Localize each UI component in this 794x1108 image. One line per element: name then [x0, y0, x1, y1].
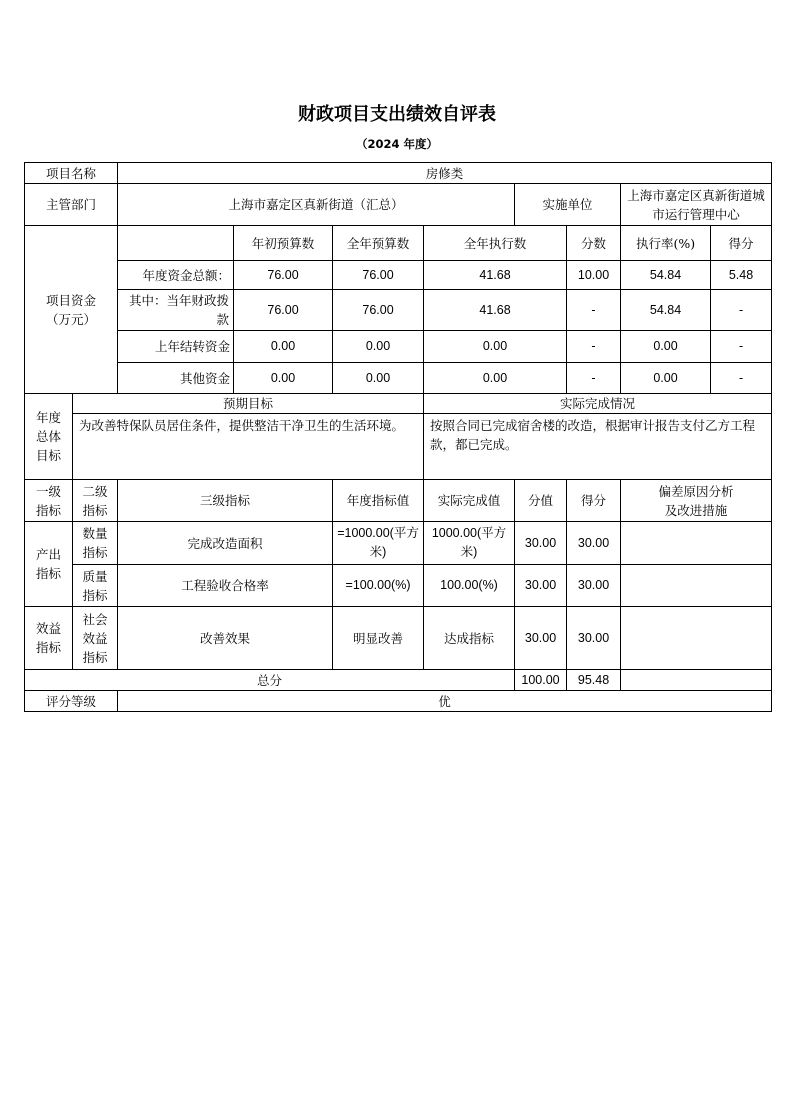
indicator-level3: 工程验收合格率	[118, 565, 333, 607]
total-row	[25, 670, 772, 691]
funds-cell: 0.00	[234, 331, 333, 363]
funds-cell: -	[567, 363, 621, 394]
indicator-level1: 效益 指标	[25, 607, 73, 670]
indicator-analysis	[621, 565, 772, 607]
indicator-level2: 数量 指标	[73, 522, 118, 565]
goals-expected-text: 为改善特保队员居住条件，提供整洁干净卫生的生活环境。	[73, 414, 424, 480]
total-label: 总分	[25, 670, 515, 691]
funds-section-label: 项目资金 （万元）	[25, 226, 118, 394]
funds-cell: -	[711, 290, 772, 331]
total-score: 95.48	[567, 670, 621, 691]
funds-row-label: 年度资金总额：	[118, 261, 234, 290]
implementer-label: 实施单位	[515, 184, 621, 226]
indicators-header-actual: 实际完成值	[424, 480, 515, 522]
project-name-label: 项目名称	[25, 163, 118, 184]
indicators-header-level2: 二级 指标	[73, 480, 118, 522]
indicator-row	[25, 522, 772, 565]
funds-cell: 54.84	[621, 290, 711, 331]
funds-header-score: 得分	[711, 226, 772, 261]
indicator-analysis	[621, 522, 772, 565]
goals-actual-label: 实际完成情况	[424, 394, 772, 414]
funds-header-points: 分数	[567, 226, 621, 261]
indicator-score: 30.00	[567, 565, 621, 607]
funds-cell: 41.68	[424, 261, 567, 290]
evaluation-table	[24, 162, 772, 712]
indicators-header-analysis: 偏差原因分析 及改进措施	[621, 480, 772, 522]
indicator-level1: 产出 指标	[25, 522, 73, 607]
indicator-row	[25, 565, 772, 607]
funds-cell: -	[567, 331, 621, 363]
project-name-row	[25, 163, 772, 184]
funds-cell: 76.00	[333, 261, 424, 290]
funds-header-blank	[118, 226, 234, 261]
funds-cell: 76.00	[333, 290, 424, 331]
page-title: 财政项目支出绩效自评表	[298, 104, 496, 125]
funds-cell: 0.00	[621, 331, 711, 363]
funds-cell: -	[711, 363, 772, 394]
funds-header-executed: 全年执行数	[424, 226, 567, 261]
indicator-level2: 社会 效益 指标	[73, 607, 118, 670]
funds-cell: 5.48	[711, 261, 772, 290]
rating-label: 评分等级	[25, 691, 118, 712]
funds-header-initial: 年初预算数	[234, 226, 333, 261]
page-subtitle: （2024 年度）	[355, 137, 438, 151]
funds-cell: 10.00	[567, 261, 621, 290]
funds-header-annual: 全年预算数	[333, 226, 424, 261]
funds-row-label: 其他资金	[118, 363, 234, 394]
funds-cell: 54.84	[621, 261, 711, 290]
indicator-level2: 质量 指标	[73, 565, 118, 607]
implementer-value: 上海市嘉定区真新街道城市运行管理中心	[621, 184, 772, 226]
rating-value: 优	[118, 691, 772, 712]
indicators-header-level1: 一级 指标	[25, 480, 73, 522]
indicators-header-score: 得分	[567, 480, 621, 522]
indicator-target: =1000.00(平方米)	[333, 522, 424, 565]
funds-header-rate: 执行率(%)	[621, 226, 711, 261]
funds-cell: 0.00	[424, 363, 567, 394]
funds-row-total	[25, 261, 772, 290]
indicator-analysis	[621, 607, 772, 670]
indicators-header-level3: 三级指标	[118, 480, 333, 522]
total-analysis-blank	[621, 670, 772, 691]
project-name-value: 房修类	[118, 163, 772, 184]
funds-cell: 0.00	[621, 363, 711, 394]
indicator-score-value: 30.00	[515, 565, 567, 607]
department-label: 主管部门	[25, 184, 118, 226]
funds-cell: 0.00	[333, 363, 424, 394]
rating-row	[25, 691, 772, 712]
funds-cell: 76.00	[234, 261, 333, 290]
indicators-header-target: 年度指标值	[333, 480, 424, 522]
department-row	[25, 184, 772, 226]
funds-row-carryover	[25, 331, 772, 363]
department-value: 上海市嘉定区真新街道（汇总）	[118, 184, 515, 226]
goals-actual-text: 按照合同已完成宿舍楼的改造，根据审计报告支付乙方工程款，都已完成。	[424, 414, 772, 480]
indicator-level3: 完成改造面积	[118, 522, 333, 565]
indicator-target: 明显改善	[333, 607, 424, 670]
funds-cell: -	[567, 290, 621, 331]
funds-cell: 76.00	[234, 290, 333, 331]
goals-header-row	[25, 394, 772, 414]
indicator-target: =100.00(%)	[333, 565, 424, 607]
total-value: 100.00	[515, 670, 567, 691]
funds-row-other	[25, 363, 772, 394]
indicators-header-score-value: 分值	[515, 480, 567, 522]
indicator-score: 30.00	[567, 607, 621, 670]
funds-header-row	[25, 226, 772, 261]
goals-content-row	[25, 414, 772, 480]
funds-row-fiscal	[25, 290, 772, 331]
funds-row-label: 上年结转资金	[118, 331, 234, 363]
goals-expected-label: 预期目标	[73, 394, 424, 414]
indicator-actual: 达成指标	[424, 607, 515, 670]
funds-row-label: 其中：当年财政拨款	[118, 290, 234, 331]
indicator-score: 30.00	[567, 522, 621, 565]
indicator-score-value: 30.00	[515, 607, 567, 670]
funds-cell: 0.00	[424, 331, 567, 363]
funds-cell: 41.68	[424, 290, 567, 331]
indicator-score-value: 30.00	[515, 522, 567, 565]
funds-cell: -	[711, 331, 772, 363]
indicator-level3: 改善效果	[118, 607, 333, 670]
indicator-actual: 100.00(%)	[424, 565, 515, 607]
indicators-header-row	[25, 480, 772, 522]
indicator-row	[25, 607, 772, 670]
funds-cell: 0.00	[333, 331, 424, 363]
goals-section-label: 年度 总体 目标	[25, 394, 73, 480]
indicator-actual: 1000.00(平方米)	[424, 522, 515, 565]
funds-cell: 0.00	[234, 363, 333, 394]
